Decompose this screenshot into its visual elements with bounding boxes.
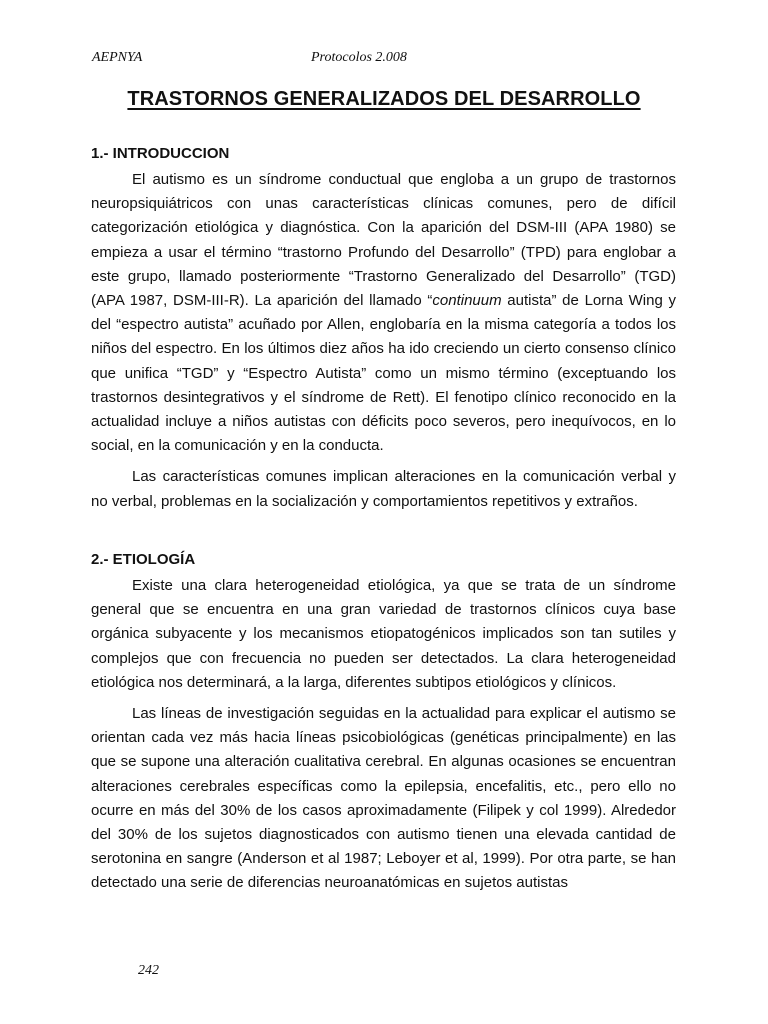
header-publisher: AEPNYA [92,50,143,65]
running-header [92,50,692,70]
section-introduccion [91,144,676,521]
section-heading: 1.- INTRODUCCION [91,145,230,162]
paragraph: Las características comunes implican alteraciones en la comunicación verbal y no verbal, problemas en la socialización y comportamientos repetitivos y extraños. [91,468,676,510]
emphasis-term: continuum [432,292,502,310]
paragraph: Existe una clara heterogeneidad etiológica, ya que se trata de un síndrome general que se encuentra en una gran variedad de trastornos clínicos cuya base orgánica subyacente y los mecanismos etiopatogénicos implicados son tan sutiles y complejos que con frecuencia no pueden ser detectados. La clara heterogeneidad etiológica nos determinará, a la larga, diferentes subtipos etiológicos y clínicos. [91,577,676,691]
header-series: Protocolos 2.008 [311,50,407,65]
section-heading: 2.- ETIOLOGÍA [91,551,196,568]
page-number: 242 [138,963,159,978]
paragraph: Las líneas de investigación seguidas en la actualidad para explicar el autismo se orientan cada vez más hacia líneas psicobiológicas (genéticas principalmente) en las que se supone una alteración cualitativa cerebral. En algunas ocasiones se encuentran alteraciones cerebrales específicas como la epilepsia, encefalitis, etc., pero ello no ocurre en más del 30% de los casos aproximadamente (Filipek y col 1999). Alrededor del 30% de los sujetos diagnosticados con autismo tienen una elevada cantidad de serotonina en sangre (Anderson et al 1987; Leboyer et al, 1999). Por otra parte, se han detectado una serie de diferencias neuroanatómicas en sujetos autistas [91,705,676,892]
paragraph: El autismo es un síndrome conductual que engloba a un grupo de trastornos neuropsiquiátricos con unas características clínicas comunes, pero de difícil categorización etiológica y diagnóstica. Con la aparición del DSM-III (APA 1980) se empieza a usar el término “trastorno Profundo del Desarrollo” (TPD) para englobar a este grupo, llamado posteriormente “Trastorno Generalizado del Desarrollo” (TGD) (APA 1987, DSM-III-R). La aparición del llamado “continuum autista” de Lorna Wing y del “espectro autista” acuñado por Allen, englobaría en la misma categoría a todos los niños del espectro. En los últimos diez años ha ido creciendo un cierto consenso clínico que unifica “TGD” y “Espectro Autista” como un mismo término (exceptuando los trastornos desintegrativos y el síndrome de Rett). El fenotipo clínico reconocido en la actualidad incluye a niños autistas con déficits poco severos, pero inequívocos, en lo social, en la comunicación y en la conducta. [91,171,676,455]
section-etiologia [91,550,676,903]
document-title: TRASTORNOS GENERALIZADOS DEL DESARROLLO [127,88,641,110]
